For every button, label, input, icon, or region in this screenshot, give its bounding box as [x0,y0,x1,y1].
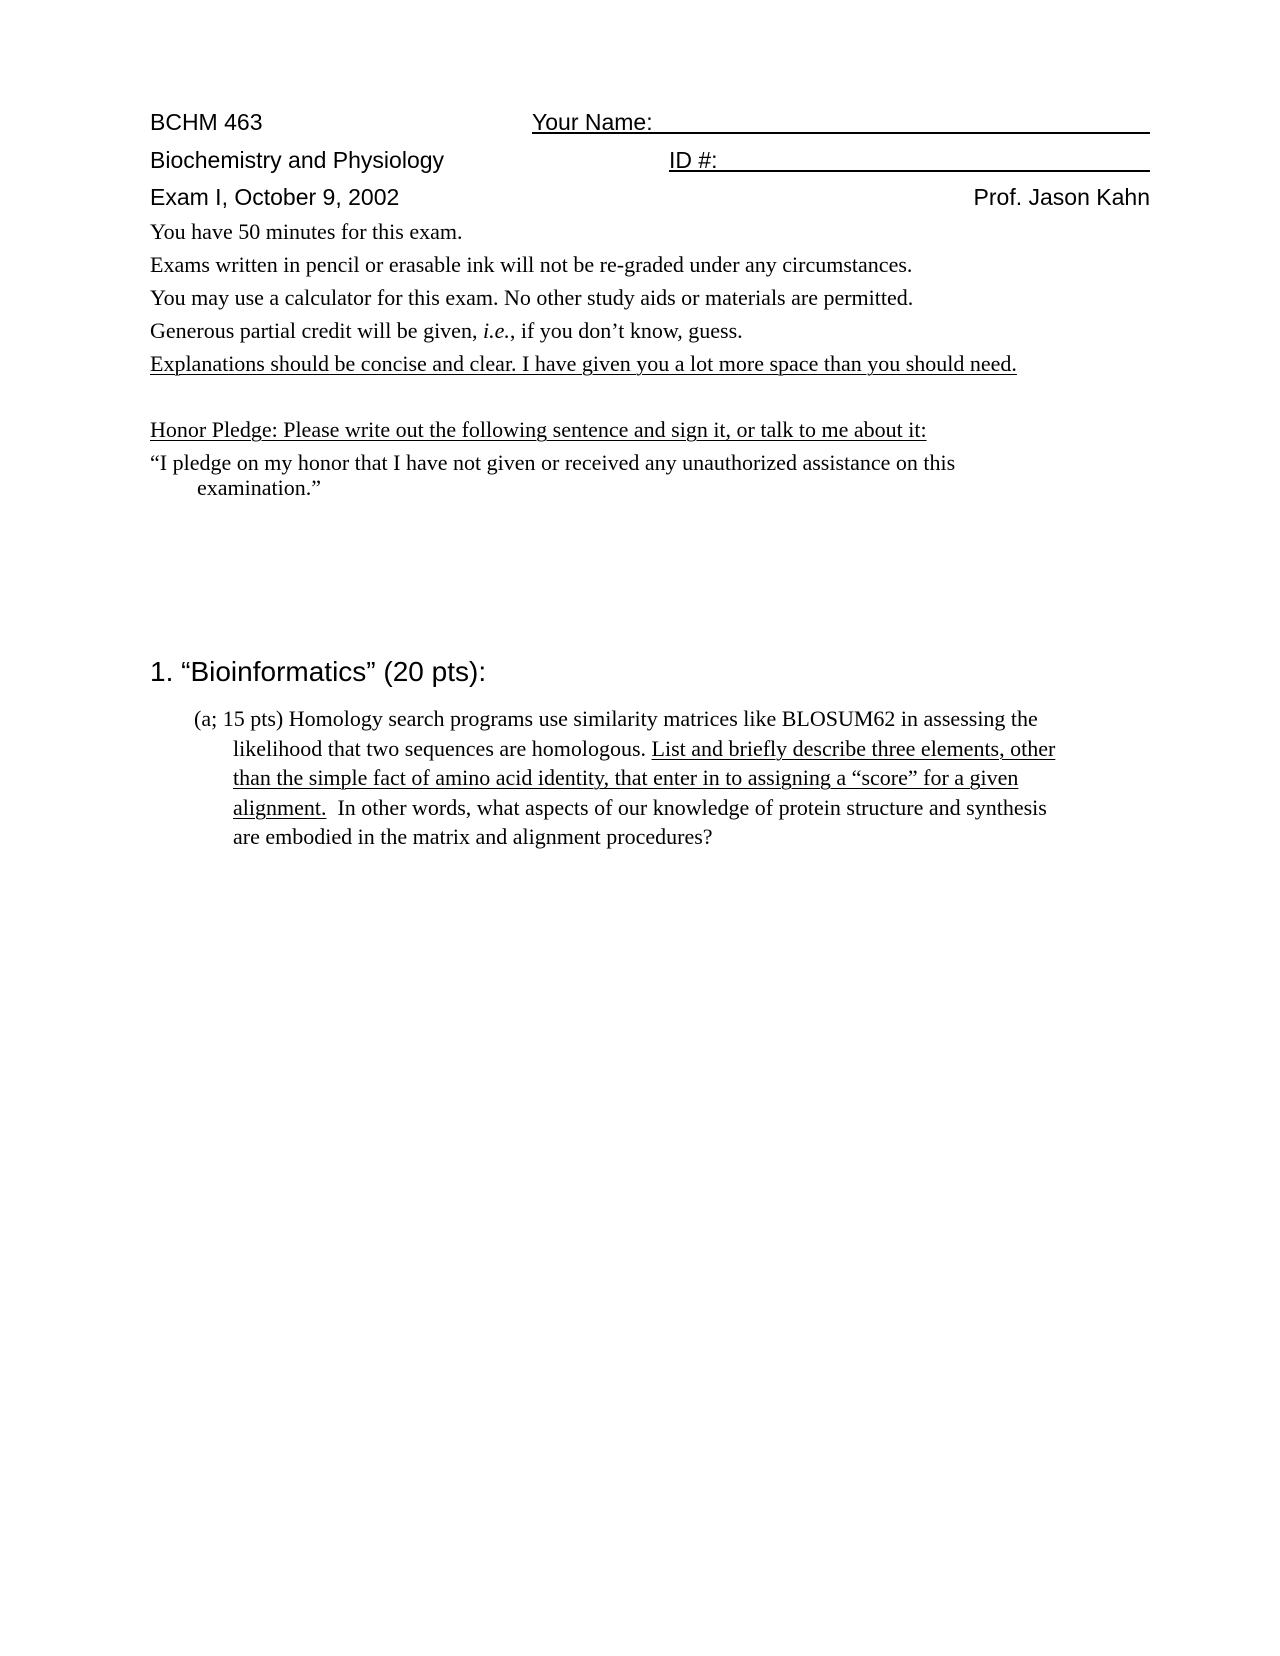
partial-credit-text: Generous partial credit will be given, [150,318,483,343]
instruction-partial-credit [150,318,743,344]
course-code: BCHM 463 [150,109,263,135]
pledge-line-2: examination.” [197,475,322,500]
ie-italic: i.e. [482,318,510,343]
instruction-concise: Explanations should be concise and clear. I have given you a lot more space than you should need. [150,351,1017,376]
q1a-line-2-underlined: List and briefly describe three elements, other [651,735,1056,761]
partial-credit-text-end: , if you don’t know, guess. [509,318,743,343]
professor-name: Prof. Jason Kahn [973,184,1150,210]
q1a-line-2-plain: likelihood that two sequences are homologous. [233,735,652,761]
honor-pledge-prompt: Honor Pledge: Please write out the following sentence and sign it, or talk to me about it: [150,417,927,442]
question-1-title: 1. “Bioinformatics” (20 pts): [150,656,487,687]
instruction-regrade: Exams written in pencil or erasable ink will not be re-graded under any circumstances. [150,252,913,277]
course-title: Biochemistry and Physiology [150,147,445,173]
exam-date: Exam I, October 9, 2002 [150,184,400,210]
q1a-line-1: (a; 15 pts) Homology search programs use similarity matrices like BLOSUM62 in assessing the [194,706,1038,731]
q1a-line-5: are embodied in the matrix and alignment procedures? [233,824,713,849]
honor-pledge-quote [150,450,1150,500]
q1a-line-4-plain: In other words, what aspects of our knowledge of protein structure and synthesis [326,794,1047,820]
name-label: Your Name: [532,109,653,135]
name-field-line[interactable] [532,132,1150,134]
answer-space[interactable] [150,860,1150,1560]
pledge-line-1: “I pledge on my honor that I have not given or received any unauthorized assistance on this [150,450,956,475]
instruction-time: You have 50 minutes for this exam. [150,219,463,244]
q1a-line-4 [194,793,1144,823]
q1a-line-3: than the simple fact of amino acid identity, that enter in to assigning a “score” for a given [233,765,1019,790]
instruction-calculator: You may use a calculator for this exam. No other study aids or materials are permitted. [150,285,914,310]
id-field-line[interactable] [669,170,1150,172]
q1a-line-4-underlined: alignment. [233,794,327,820]
question-1a [194,704,1144,852]
q1a-line-2 [194,734,1144,764]
id-label: ID #: [669,147,718,173]
